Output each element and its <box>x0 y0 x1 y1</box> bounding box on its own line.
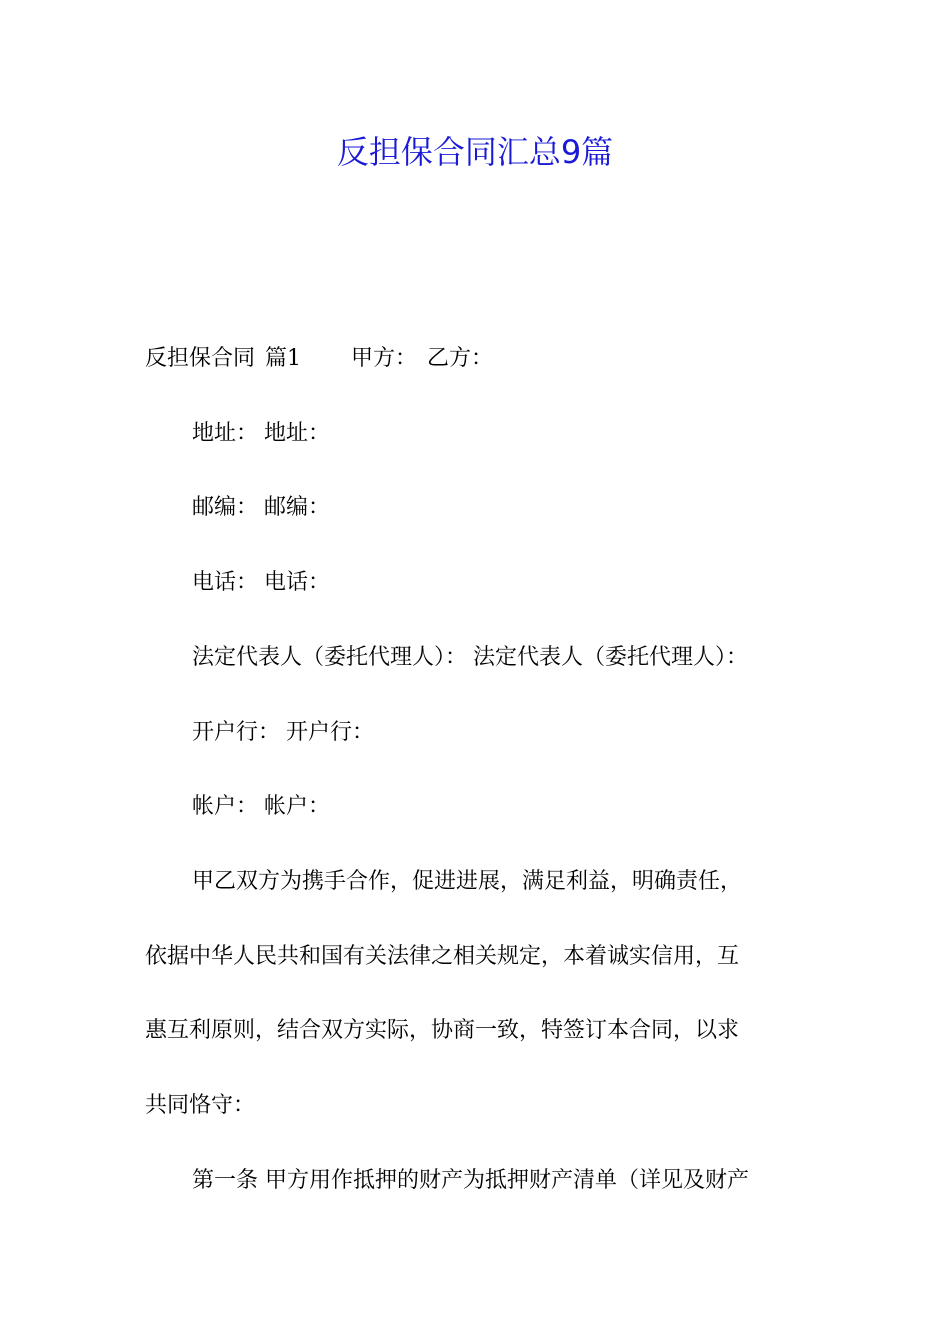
account-line <box>192 792 330 822</box>
party-a-address-label: 地址： <box>192 421 259 446</box>
party-b-phone-label: 电话： <box>264 570 331 595</box>
party-a-representative-label: 法定代表人（委托代理人）： <box>192 645 468 670</box>
section-number: 篇1 <box>265 346 302 371</box>
party-b-representative-label: 法定代表人（委托代理人）： <box>473 645 749 670</box>
address-line <box>192 419 330 449</box>
party-b-label: 乙方： <box>427 346 494 371</box>
party-b-bank-label: 开户行： <box>286 720 375 745</box>
bank-line <box>192 718 374 748</box>
preamble-line-3: 惠互利原则，结合双方实际，协商一致，特签订本合同，以求 <box>145 1018 740 1043</box>
preamble-line-4: 共同恪守： <box>145 1093 256 1118</box>
phone-line <box>192 568 330 598</box>
page-title: 反担保合同汇总9篇 <box>336 133 614 171</box>
party-b-postcode-label: 邮编： <box>264 495 331 520</box>
contract-heading: 反担保合同 <box>145 346 256 371</box>
postcode-line <box>192 493 330 523</box>
party-b-address-label: 地址： <box>264 421 331 446</box>
article-1-line: 第一条 甲方用作抵押的财产为抵押财产清单（详见及财产 <box>192 1168 749 1193</box>
party-a-account-label: 帐户： <box>192 794 259 819</box>
contract-heading-line <box>145 344 493 374</box>
preamble-line-2: 依据中华人民共和国有关法律之相关规定，本着诚实信用，互 <box>145 944 740 969</box>
preamble-line-1: 甲乙双方为携手合作，促进进展，满足利益，明确责任， <box>192 869 743 894</box>
party-a-postcode-label: 邮编： <box>192 495 259 520</box>
legal-representative-line <box>192 643 748 673</box>
party-a-bank-label: 开户行： <box>192 720 281 745</box>
party-a-label: 甲方： <box>351 346 418 371</box>
party-a-phone-label: 电话： <box>192 570 259 595</box>
party-b-account-label: 帐户： <box>264 794 331 819</box>
